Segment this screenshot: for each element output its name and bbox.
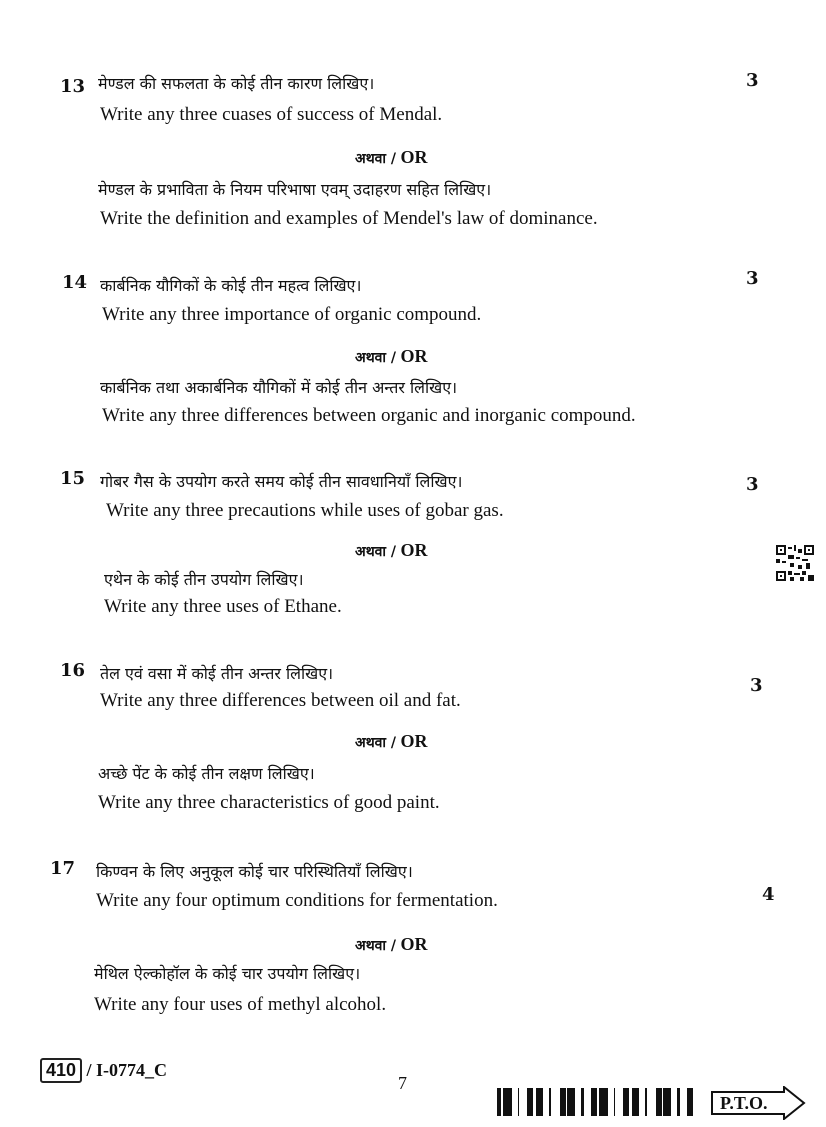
question-hindi: कार्बनिक यौगिकों के कोई तीन महत्व लिखिए। — [100, 276, 362, 295]
alternate-hindi: अच्छे पेंट के कोई तीन लक्षण लिखिए। — [98, 764, 315, 783]
pto-arrow — [710, 1086, 806, 1120]
alternate-hindi: एथेन के कोई तीन उपयोग लिखिए। — [104, 570, 304, 589]
qr-code-icon — [776, 545, 814, 581]
or-separator: अथवा / OR — [355, 934, 428, 954]
question-number: 16 — [60, 660, 86, 681]
paper-box: 410 — [40, 1058, 82, 1083]
alternate-english: Write any three characteristics of good paint. — [98, 792, 440, 813]
alternate-hindi: कार्बनिक तथा अकार्बनिक यौगिकों में कोई तीन अन्तर लिखिए। — [100, 378, 458, 397]
alternate-english: Write any four uses of methyl alcohol. — [94, 994, 387, 1015]
or-separator: अथवा / OR — [355, 346, 428, 366]
question-hindi: किण्वन के लिए अनुकूल कोई चार परिस्थितियाँ लिखिए। — [96, 862, 413, 881]
question-hindi: मेण्डल की सफलता के कोई तीन कारण लिखिए। — [98, 74, 375, 93]
alternate-english: Write the definition and examples of Mendel's law of dominance. — [100, 208, 598, 229]
question-number: 17 — [50, 858, 76, 879]
alternate-english: Write any three differences between organic and inorganic compound. — [102, 405, 636, 426]
alternate-hindi: मेथिल ऐल्कोहॉल के कोई चार उपयोग लिखिए। — [94, 964, 361, 983]
question-marks: 4 — [762, 884, 775, 905]
paper-code — [40, 1058, 167, 1083]
or-separator: अथवा / OR — [355, 731, 428, 751]
question-english: Write any three importance of organic compound. — [102, 304, 482, 325]
or-separator: अथवा / OR — [355, 147, 428, 167]
page-number: 7 — [398, 1073, 407, 1093]
alternate-hindi: मेण्डल के प्रभाविता के नियम परिभाषा एवम् उदाहरण सहित लिखिए। — [98, 180, 492, 199]
question-number: 15 — [60, 468, 86, 489]
pto-label: P.T.O. — [720, 1093, 768, 1113]
question-english: Write any three precautions while uses of gobar gas. — [106, 500, 504, 521]
paper-code-text: / I-0774_C — [86, 1060, 168, 1080]
question-english: Write any three cuases of success of Mendal. — [100, 104, 443, 125]
question-marks: 3 — [750, 675, 763, 696]
question-english: Write any four optimum conditions for fermentation. — [96, 890, 498, 911]
question-hindi: गोबर गैस के उपयोग करते समय कोई तीन सावधानियाँ लिखिए। — [100, 472, 463, 491]
question-marks: 3 — [746, 70, 759, 91]
question-marks: 3 — [746, 268, 759, 289]
question-marks: 3 — [746, 474, 759, 495]
question-number: 13 — [60, 76, 86, 97]
question-number: 14 — [62, 272, 88, 293]
alternate-english: Write any three uses of Ethane. — [104, 596, 342, 617]
question-english: Write any three differences between oil and fat. — [100, 690, 461, 711]
or-separator: अथवा / OR — [355, 540, 428, 560]
barcode-icon — [497, 1088, 697, 1116]
question-hindi: तेल एवं वसा में कोई तीन अन्तर लिखिए। — [100, 664, 334, 683]
